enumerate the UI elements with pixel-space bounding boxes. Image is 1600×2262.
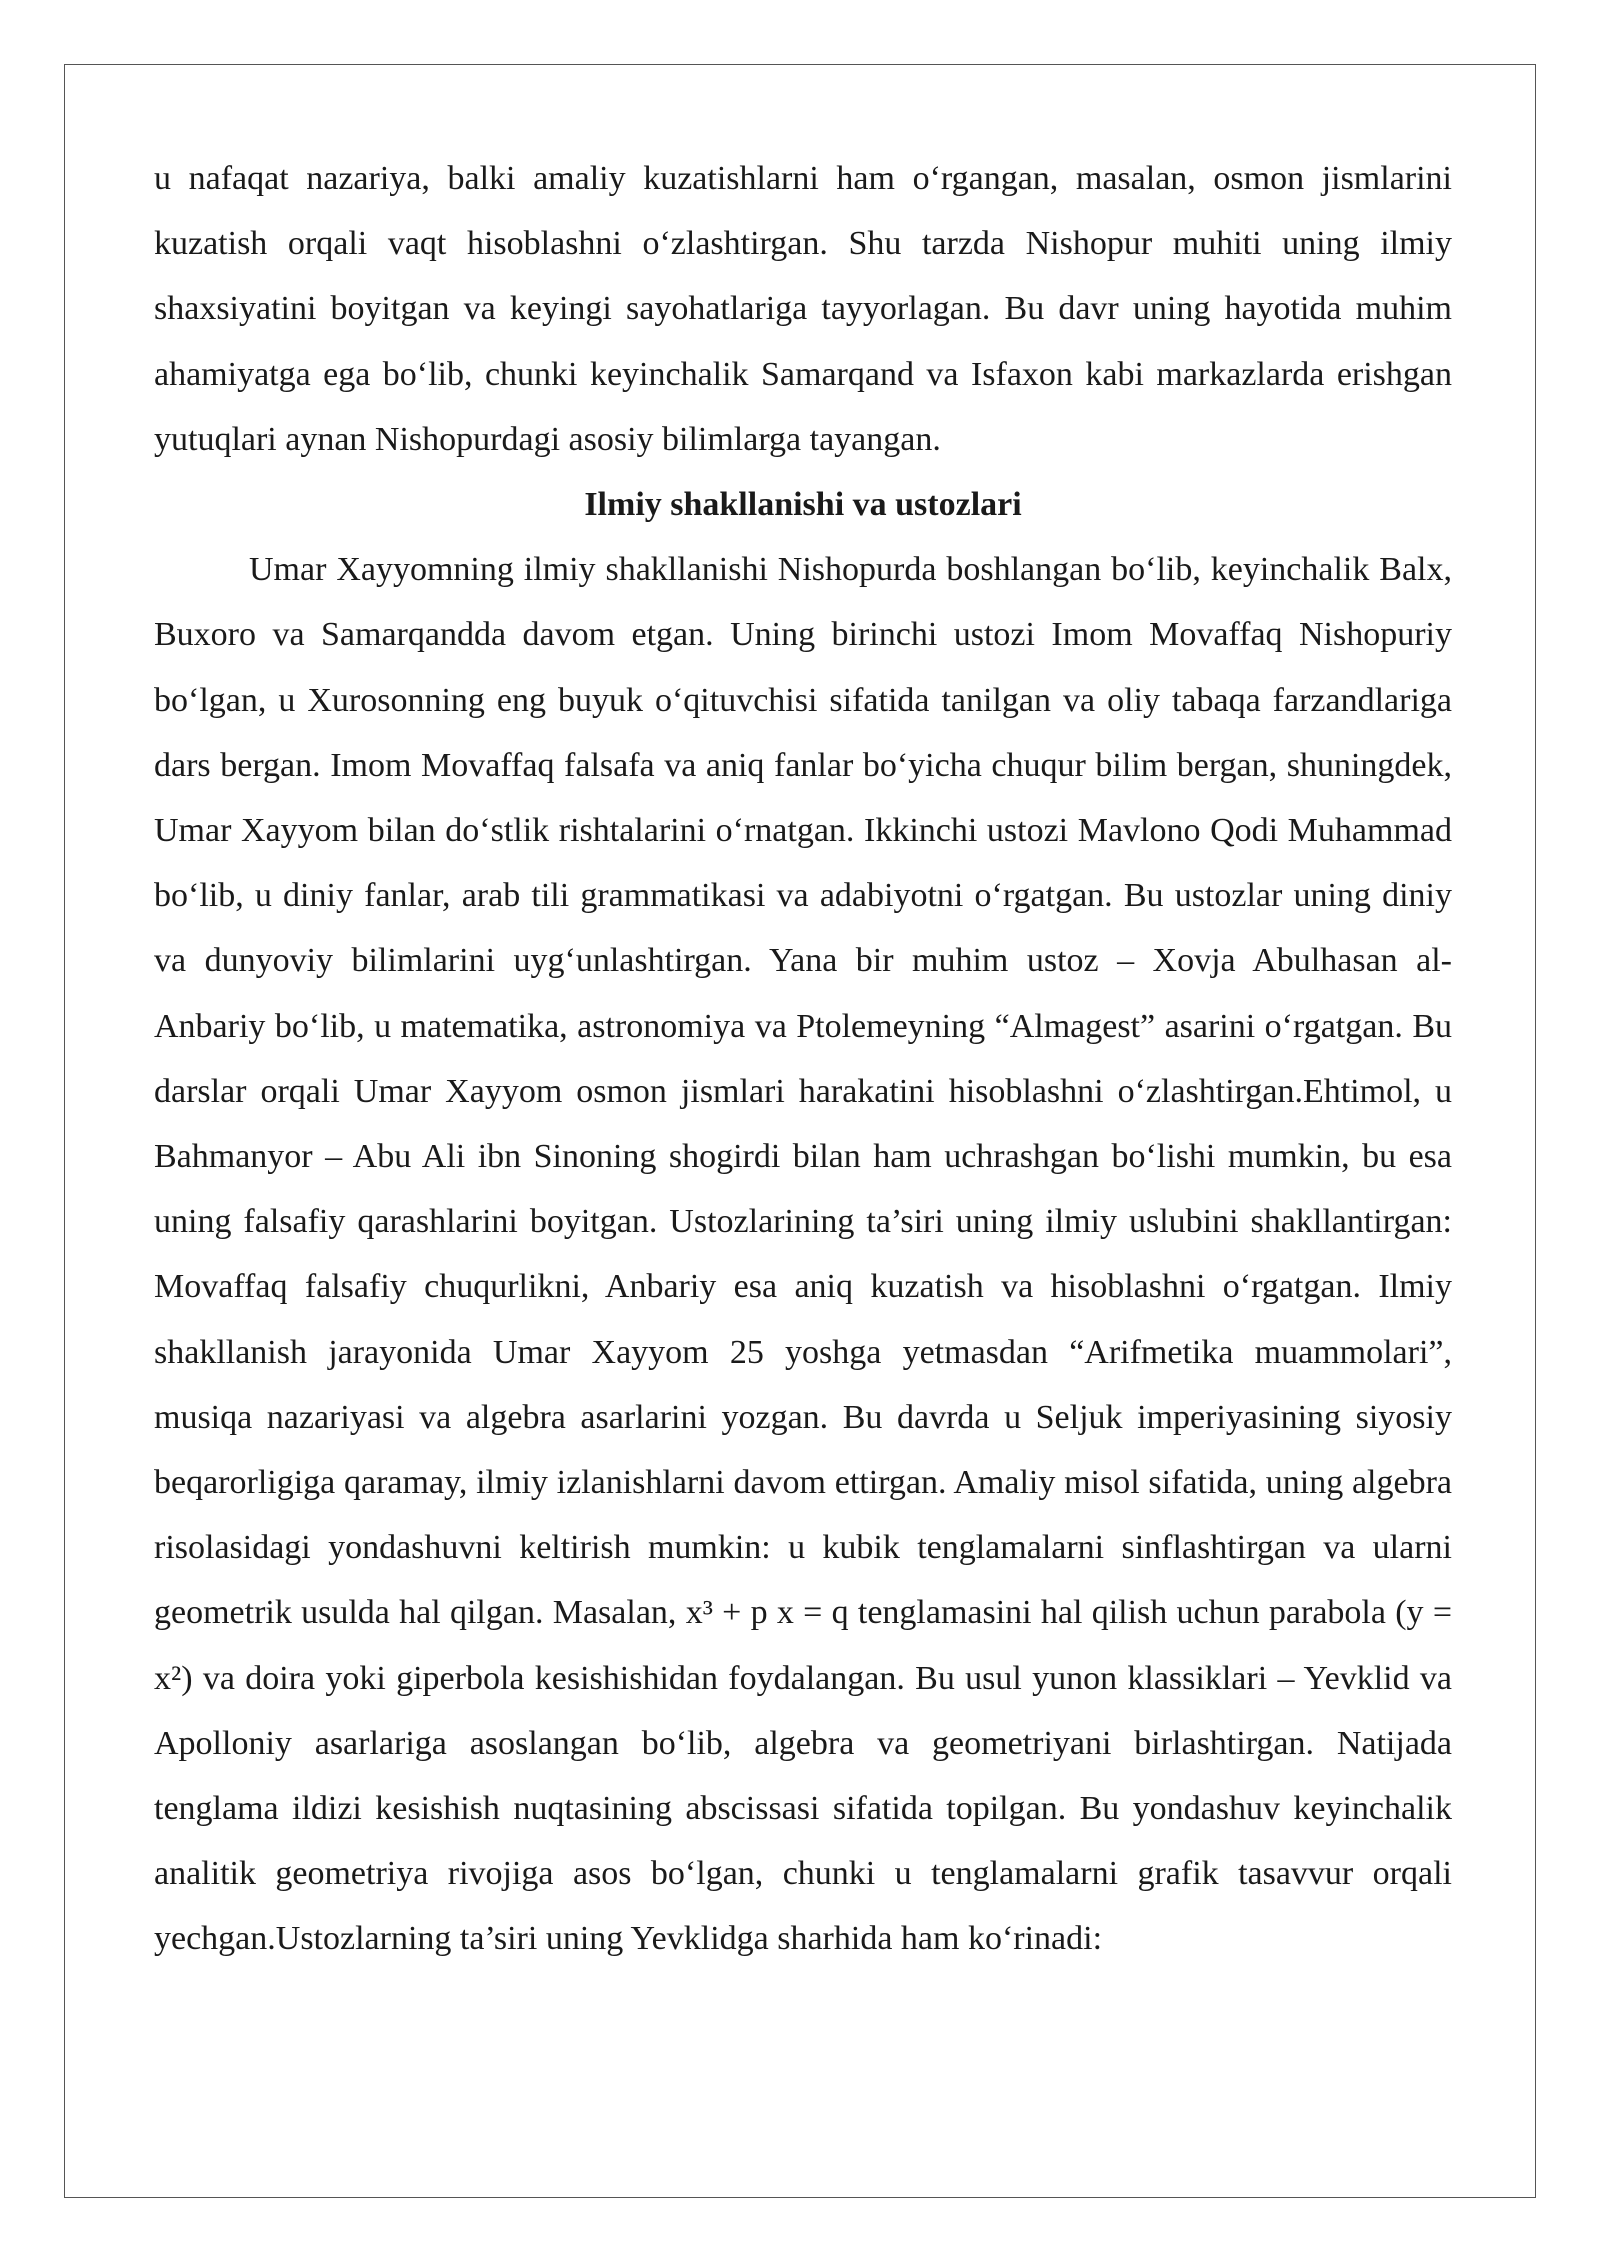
document-body bbox=[154, 146, 1452, 1972]
paragraph-intro: u nafaqat nazariya, balki amaliy kuzatishlarni ham o‘rgangan, masalan, osmon jismlarini kuzatish orqali vaqt hisoblashni o‘zlashtirgan. Shu tarzda Nishopur muhiti uning ilmiy shaxsiyatini boyitgan va keyingi sayohatlariga tayyorlagan. Bu davr uning hayotida muhim ahamiyatga ega bo‘lib, chunki keyinchalik Samarqand va Isfaxon kabi markazlarda erishgan yutuqlari aynan Nishopurdagi asosiy bilimlarga tayangan. bbox=[154, 160, 1452, 458]
paragraph-main: Umar Xayyomning ilmiy shakllanishi Nishopurda boshlangan bo‘lib, keyinchalik Balx, Buxoro va Samarqandda davom etgan. Uning birinchi ustozi Imom Movaffaq Nishopuriy bo‘lgan, u Xurosonning eng buyuk o‘qituvchisi sifatida tanilgan va oliy tabaqa farzandlariga dars bergan. Imom Movaffaq falsafa va aniq fanlar bo‘yicha chuqur bilim bergan, shuningdek, Umar Xayyom bilan do‘stlik rishtalarini o‘rnatgan. Ikkinchi ustozi Mavlono Qodi Muhammad bo‘lib, u diniy fanlar, arab tili grammatikasi va adabiyotni o‘rgatgan. Bu ustozlar uning diniy va dunyoviy bilimlarini uyg‘unlashtirgan. Yana bir muhim ustoz – Xovja Abulhasan al-Anbariy bo‘lib, u matematika, astronomiya va Ptolemeyning “Almagest” asarini o‘rgatgan. Bu darslar orqali Umar Xayyom osmon jismlari harakatini hisoblashni o‘zlashtirgan.Ehtimol, u Bahmanyor – Abu Ali ibn Sinoning shogirdi bilan ham uchrashgan bo‘lishi mumkin, bu esa uning falsafiy qarashlarini boyitgan. Ustozlarining ta’siri uning ilmiy uslubini shakllantirgan: Movaffaq falsafiy chuqurlikni, Anbariy esa aniq kuzatish va hisoblashni o‘rgatgan. Ilmiy shakllanish jarayonida Umar Xayyom 25 yoshga yetmasdan “Arifmetika muammolari”, musiqa nazariyasi va algebra asarlarini yozgan. Bu davrda u Seljuk imperiyasining siyosiy beqarorligiga qaramay, ilmiy izlanishlarni davom ettirgan. Amaliy misol sifatida, uning algebra risolasidagi yondashuvni keltirish mumkin: u kubik tenglamalarni sinflashtirgan va ularni geometrik usulda hal qilgan. Masalan, x³ + p x = q tenglamasini hal qilish uchun parabola (y = x²) va doira yoki giperbola kesishishidan foydalangan. Bu usul yunon klassiklari – Yevklid va Apolloniy asarlariga asoslangan bo‘lib, algebra va geometriyani birlashtirgan. Natijada tenglama ildizi kesishish nuqtasining abscissasi sifatida topilgan. Bu yondashuv keyinchalik analitik geometriya rivojiga asos bo‘lgan, chunki u tenglamalarni grafik tasavvur orqali yechgan.Ustozlarning ta’siri uning Yevklidga sharhida ham ko‘rinadi: bbox=[154, 551, 1452, 1958]
section-heading: Ilmiy shakllanishi va ustozlari bbox=[584, 486, 1022, 524]
